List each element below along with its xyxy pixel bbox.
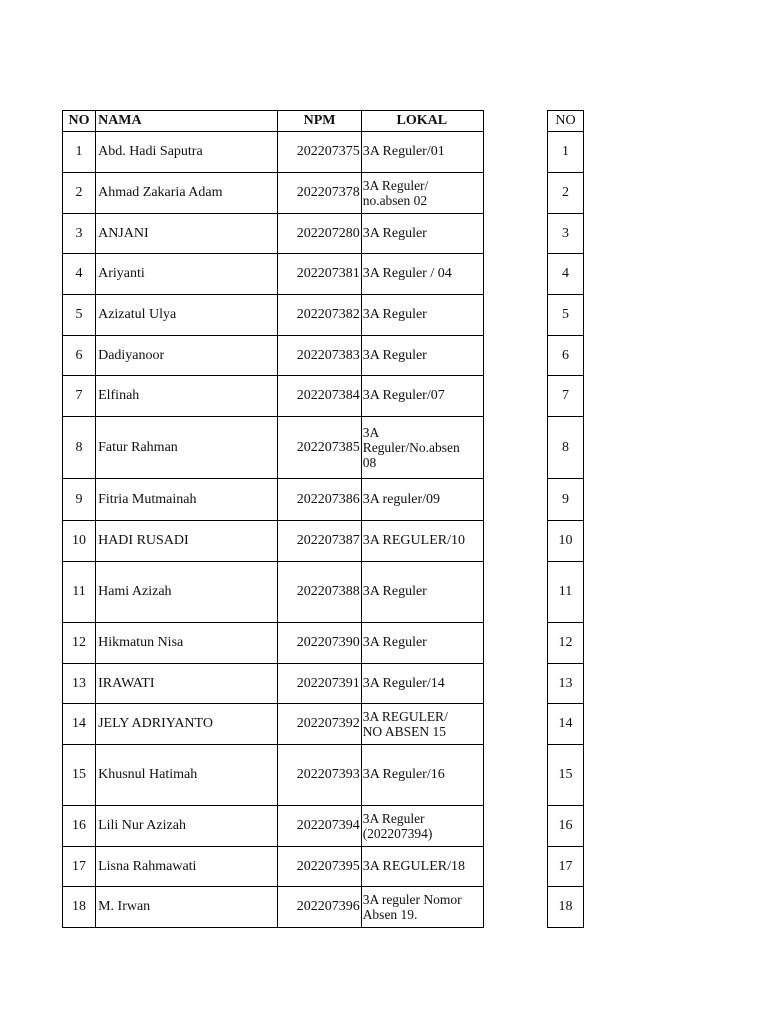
cell-no: 7	[63, 376, 96, 417]
table-row	[63, 847, 484, 887]
cell-npm: 202207384	[277, 376, 361, 417]
cell-no: 11	[63, 562, 96, 623]
side-row	[548, 745, 584, 806]
cell-lokal: 3A Reguler	[361, 295, 483, 336]
cell-no: 16	[63, 806, 96, 847]
table-row	[63, 214, 484, 254]
cell-npm: 202207386	[277, 479, 361, 521]
cell-lokal: 3A Reguler	[361, 562, 483, 623]
side-header-row	[548, 111, 584, 132]
side-cell-no: 1	[548, 132, 584, 173]
cell-nama: Khusnul Hatimah	[96, 745, 277, 806]
table-row	[63, 664, 484, 704]
cell-nama: Fatur Rahman	[96, 417, 277, 479]
cell-npm: 202207393	[277, 745, 361, 806]
table-row	[63, 254, 484, 295]
side-cell-no: 5	[548, 295, 584, 336]
side-row	[548, 295, 584, 336]
cell-lokal: 3A Reguler/ no.absen 02	[361, 173, 483, 214]
cell-no: 18	[63, 887, 96, 928]
cell-npm: 202207378	[277, 173, 361, 214]
cell-lokal: 3A REGULER/18	[361, 847, 483, 887]
cell-no: 8	[63, 417, 96, 479]
header-npm: NPM	[277, 111, 361, 132]
cell-lokal: 3A reguler Nomor Absen 19.	[361, 887, 483, 928]
cell-lokal: 3A Reguler	[361, 214, 483, 254]
cell-lokal: 3A Reguler / 04	[361, 254, 483, 295]
table-row	[63, 173, 484, 214]
cell-nama: Hami Azizah	[96, 562, 277, 623]
side-cell-no: 9	[548, 479, 584, 521]
cell-npm: 202207280	[277, 214, 361, 254]
table-header-row	[63, 111, 484, 132]
side-row	[548, 562, 584, 623]
cell-npm: 202207383	[277, 336, 361, 376]
side-cell-no: 12	[548, 623, 584, 664]
cell-npm: 202207387	[277, 521, 361, 562]
cell-npm: 202207388	[277, 562, 361, 623]
table-row	[63, 417, 484, 479]
table-row	[63, 745, 484, 806]
cell-nama: IRAWATI	[96, 664, 277, 704]
side-row	[548, 521, 584, 562]
side-cell-no: 16	[548, 806, 584, 847]
cell-npm: 202207392	[277, 704, 361, 745]
table-row	[63, 704, 484, 745]
cell-no: 12	[63, 623, 96, 664]
side-cell-no: 10	[548, 521, 584, 562]
cell-lokal: 3A reguler/09	[361, 479, 483, 521]
side-row	[548, 664, 584, 704]
table-row	[63, 887, 484, 928]
cell-lokal: 3A Reguler/16	[361, 745, 483, 806]
cell-no: 9	[63, 479, 96, 521]
cell-lokal: 3A REGULER/ NO ABSEN 15	[361, 704, 483, 745]
cell-nama: ANJANI	[96, 214, 277, 254]
cell-no: 15	[63, 745, 96, 806]
side-row	[548, 847, 584, 887]
side-cell-no: 13	[548, 664, 584, 704]
side-cell-no: 8	[548, 417, 584, 479]
table-row	[63, 132, 484, 173]
cell-no: 4	[63, 254, 96, 295]
cell-lokal: 3A Reguler/07	[361, 376, 483, 417]
side-row	[548, 132, 584, 173]
cell-lokal: 3A Reguler/No.absen 08	[361, 417, 483, 479]
cell-no: 10	[63, 521, 96, 562]
side-cell-no: 7	[548, 376, 584, 417]
table-row	[63, 562, 484, 623]
side-row	[548, 479, 584, 521]
side-row	[548, 704, 584, 745]
side-cell-no: 18	[548, 887, 584, 928]
cell-no: 2	[63, 173, 96, 214]
cell-lokal: 3A Reguler	[361, 336, 483, 376]
side-cell-no: 15	[548, 745, 584, 806]
side-cell-no: 17	[548, 847, 584, 887]
header-nama: NAMA	[96, 111, 277, 132]
table-row	[63, 336, 484, 376]
cell-nama: Hikmatun Nisa	[96, 623, 277, 664]
header-lokal: LOKAL	[361, 111, 483, 132]
cell-npm: 202207375	[277, 132, 361, 173]
cell-npm: 202207391	[277, 664, 361, 704]
cell-nama: M. Irwan	[96, 887, 277, 928]
table-row	[63, 479, 484, 521]
side-cell-no: 3	[548, 214, 584, 254]
table-row	[63, 806, 484, 847]
cell-nama: Dadiyanoor	[96, 336, 277, 376]
cell-no: 17	[63, 847, 96, 887]
cell-nama: Azizatul Ulya	[96, 295, 277, 336]
cell-lokal: 3A Reguler (202207394)	[361, 806, 483, 847]
cell-nama: Fitria Mutmainah	[96, 479, 277, 521]
table-row	[63, 295, 484, 336]
side-row	[548, 417, 584, 479]
cell-nama: Abd. Hadi Saputra	[96, 132, 277, 173]
cell-npm: 202207394	[277, 806, 361, 847]
side-row	[548, 254, 584, 295]
cell-npm: 202207395	[277, 847, 361, 887]
cell-lokal: 3A Reguler/01	[361, 132, 483, 173]
side-row	[548, 336, 584, 376]
side-row	[548, 623, 584, 664]
cell-no: 13	[63, 664, 96, 704]
cell-no: 1	[63, 132, 96, 173]
side-row	[548, 806, 584, 847]
side-cell-no: 11	[548, 562, 584, 623]
cell-npm: 202207382	[277, 295, 361, 336]
table-row	[63, 623, 484, 664]
cell-no: 5	[63, 295, 96, 336]
cell-no: 3	[63, 214, 96, 254]
table-row	[63, 521, 484, 562]
side-cell-no: 14	[548, 704, 584, 745]
cell-nama: Ariyanti	[96, 254, 277, 295]
cell-nama: Lisna Rahmawati	[96, 847, 277, 887]
table-row	[63, 376, 484, 417]
cell-nama: JELY ADRIYANTO	[96, 704, 277, 745]
cell-nama: Lili Nur Azizah	[96, 806, 277, 847]
side-cell-no: 4	[548, 254, 584, 295]
side-row	[548, 214, 584, 254]
cell-npm: 202207390	[277, 623, 361, 664]
side-row	[548, 173, 584, 214]
side-row	[548, 887, 584, 928]
cell-lokal: 3A Reguler/14	[361, 664, 483, 704]
header-no: NO	[63, 111, 96, 132]
cell-nama: Elfinah	[96, 376, 277, 417]
cell-npm: 202207381	[277, 254, 361, 295]
cell-nama: Ahmad Zakaria Adam	[96, 173, 277, 214]
cell-lokal: 3A Reguler	[361, 623, 483, 664]
side-cell-no: 6	[548, 336, 584, 376]
side-header-no: NO	[548, 111, 584, 132]
cell-npm: 202207396	[277, 887, 361, 928]
cell-nama: HADI RUSADI	[96, 521, 277, 562]
cell-npm: 202207385	[277, 417, 361, 479]
cell-no: 6	[63, 336, 96, 376]
cell-no: 14	[63, 704, 96, 745]
attendance-table	[62, 110, 484, 928]
side-number-table	[547, 110, 584, 928]
side-row	[548, 376, 584, 417]
cell-lokal: 3A REGULER/10	[361, 521, 483, 562]
side-cell-no: 2	[548, 173, 584, 214]
